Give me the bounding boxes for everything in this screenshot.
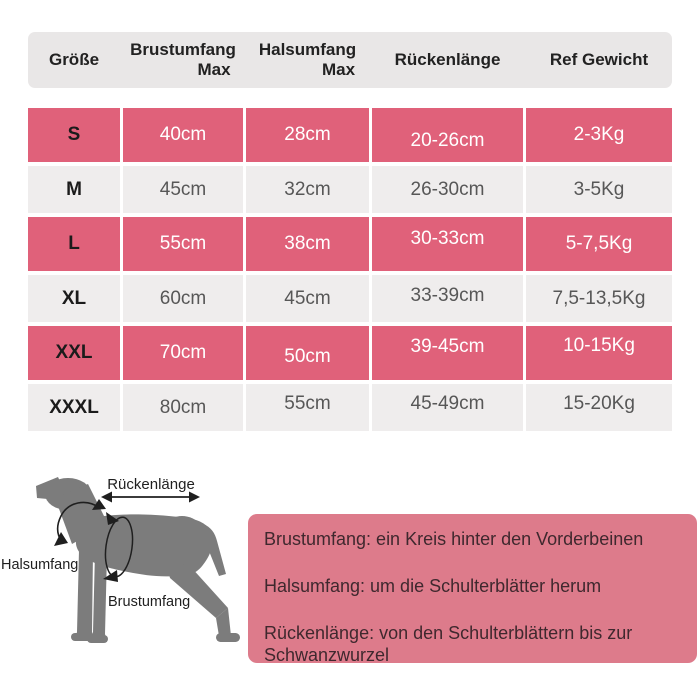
table-row: [28, 217, 672, 271]
cell-chest-max: 70cm: [123, 326, 243, 380]
cell-neck-max: 50cm: [246, 326, 369, 380]
cell-neck-max: 38cm: [246, 217, 369, 271]
chest-label: Brustumfang: [108, 594, 191, 610]
info-line-chest: Brustumfang: ein Kreis hinter den Vorderbeinen: [264, 529, 644, 549]
cell-chest-max: 60cm: [123, 275, 243, 322]
header-weight-label: Ref Gewicht: [549, 50, 649, 69]
header-neck-sub: Max: [321, 60, 356, 79]
back-length-label: Rückenlänge: [107, 476, 195, 493]
header-size-label: Größe: [48, 50, 100, 69]
cell-back-length: 39-45cm: [372, 326, 523, 380]
header-chest-max: [123, 40, 243, 80]
cell-ref-weight: 10-15Kg: [526, 326, 672, 380]
cell-ref-weight: 15-20Kg: [526, 384, 672, 431]
cell-size: M: [28, 166, 120, 213]
cell-back-length: 26-30cm: [372, 166, 523, 213]
cell-size: XXL: [28, 326, 120, 380]
cell-back-length: 33-39cm: [372, 275, 523, 322]
dog-measurement-diagram: [0, 462, 250, 697]
header-chest-sub: Max: [197, 60, 231, 79]
cell-size: XXXL: [28, 384, 120, 431]
cell-neck-max: 45cm: [246, 275, 369, 322]
table-row: [28, 275, 672, 322]
cell-neck-max: 32cm: [246, 166, 369, 213]
header-chest-label: Brustumfang: [130, 40, 236, 59]
cell-chest-max: 55cm: [123, 217, 243, 271]
cell-ref-weight: 3-5Kg: [526, 166, 672, 213]
cell-size: S: [28, 108, 120, 162]
table-header-row: [28, 32, 672, 88]
cell-ref-weight: 2-3Kg: [526, 108, 672, 162]
table-row: [28, 108, 672, 162]
header-ref-weight: [526, 50, 672, 70]
cell-chest-max: 80cm: [123, 384, 243, 431]
table-body: [28, 108, 672, 431]
cell-neck-max: 28cm: [246, 108, 369, 162]
info-line-neck: Halsumfang: um die Schulterblätter herum: [264, 576, 602, 596]
info-line-back: Rückenlänge: von den Schulterblättern bis zur Schwanzwurzel: [264, 623, 633, 665]
cell-back-length: 20-26cm: [372, 108, 523, 162]
table-row: [28, 166, 672, 213]
measurement-info-box: [248, 514, 697, 663]
table-row: [28, 384, 672, 431]
cell-ref-weight: 5-7,5Kg: [526, 217, 672, 271]
cell-chest-max: 40cm: [123, 108, 243, 162]
cell-chest-max: 45cm: [123, 166, 243, 213]
cell-size: L: [28, 217, 120, 271]
neck-label: Halsumfang: [1, 557, 79, 573]
cell-back-length: 30-33cm: [372, 217, 523, 271]
cell-size: XL: [28, 275, 120, 322]
table-row: [28, 326, 672, 380]
header-size: [28, 50, 120, 70]
back-length-arrow: [101, 492, 200, 503]
header-neck-max: [246, 40, 369, 80]
header-neck-label: Halsumfang: [258, 40, 357, 59]
cell-neck-max: 55cm: [246, 384, 369, 431]
header-back-label: Rückenlänge: [394, 50, 501, 69]
header-back-length: [372, 50, 523, 70]
cell-ref-weight: 7,5-13,5Kg: [526, 275, 672, 322]
size-table: [28, 32, 672, 431]
cell-back-length: 45-49cm: [372, 384, 523, 431]
